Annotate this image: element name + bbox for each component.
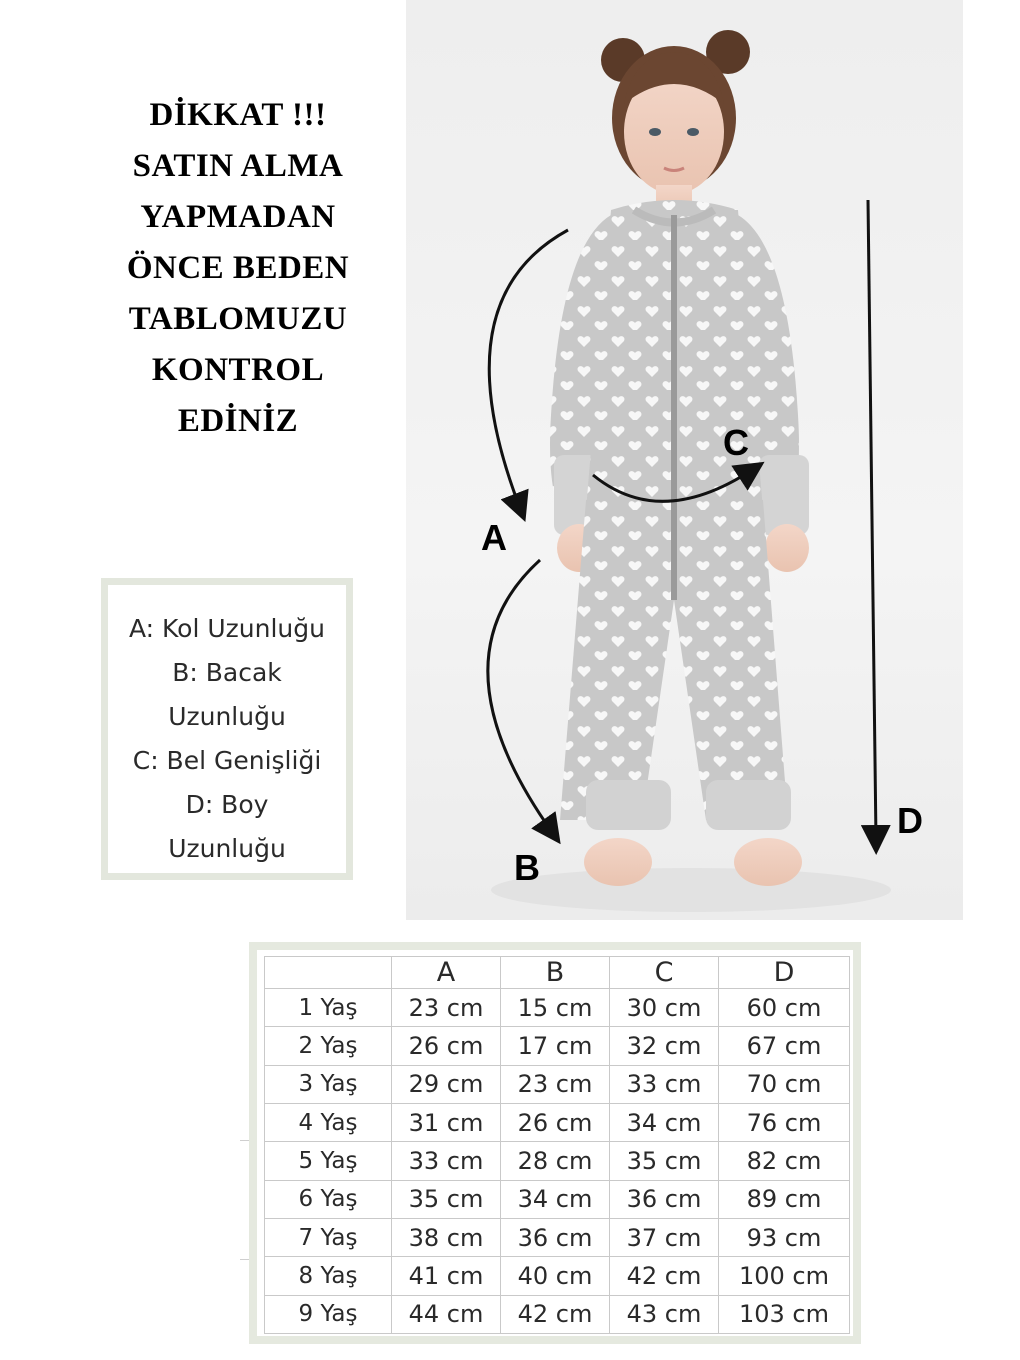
age-cell: 5 Yaş <box>265 1142 392 1180</box>
table-cell: 40 cm <box>501 1257 610 1295</box>
header-cell: D <box>719 957 850 989</box>
table-cell: 70 cm <box>719 1065 850 1103</box>
header-cell: C <box>610 957 719 989</box>
measure-label-a: A <box>481 517 507 558</box>
table-row <box>265 1027 850 1065</box>
table-cell: 17 cm <box>501 1027 610 1065</box>
table-cell: 82 cm <box>719 1142 850 1180</box>
age-cell: 4 Yaş <box>265 1103 392 1141</box>
table-cell: 38 cm <box>392 1218 501 1256</box>
product-photo <box>406 0 963 920</box>
measure-label-b: B <box>514 847 540 888</box>
measurement-legend <box>101 578 353 880</box>
table-row <box>265 1103 850 1141</box>
table-cell: 35 cm <box>392 1180 501 1218</box>
table-row <box>265 1295 850 1333</box>
table-cell: 43 cm <box>610 1295 719 1333</box>
table-cell: 60 cm <box>719 989 850 1027</box>
table-cell: 67 cm <box>719 1027 850 1065</box>
table-cell: 33 cm <box>610 1065 719 1103</box>
table-cell: 42 cm <box>610 1257 719 1295</box>
legend-line: Uzunluğu <box>168 834 286 863</box>
table-cell: 36 cm <box>501 1218 610 1256</box>
legend-line: B: Bacak <box>172 658 282 687</box>
header-cell <box>265 957 392 989</box>
header-cell: A <box>392 957 501 989</box>
table-cell: 34 cm <box>501 1180 610 1218</box>
age-cell: 8 Yaş <box>265 1257 392 1295</box>
table-row <box>265 1257 850 1295</box>
warning-line: EDİNİZ <box>177 403 299 439</box>
table-cell: 15 cm <box>501 989 610 1027</box>
header-cell: B <box>501 957 610 989</box>
table-cell: 36 cm <box>610 1180 719 1218</box>
table-cell: 31 cm <box>392 1103 501 1141</box>
legend-line: D: Boy <box>185 790 269 819</box>
table-cell: 37 cm <box>610 1218 719 1256</box>
legend-line: C: Bel Genişliği <box>132 746 322 775</box>
warning-line: ÖNCE BEDEN <box>126 250 350 286</box>
measure-label-d: D <box>897 800 923 841</box>
table-cell: 29 cm <box>392 1065 501 1103</box>
warning-line: DİKKAT !!! <box>149 97 327 133</box>
table-row <box>265 1180 850 1218</box>
table-cell: 41 cm <box>392 1257 501 1295</box>
size-table <box>264 956 850 1334</box>
age-cell: 7 Yaş <box>265 1218 392 1256</box>
warning-line: SATIN ALMA <box>132 148 344 184</box>
table-cell: 23 cm <box>501 1065 610 1103</box>
age-cell: 6 Yaş <box>265 1180 392 1218</box>
warning-line: KONTROL <box>151 352 325 388</box>
age-cell: 1 Yaş <box>265 989 392 1027</box>
table-cell: 23 cm <box>392 989 501 1027</box>
measure-label-c: C <box>723 422 749 463</box>
table-row <box>265 1218 850 1256</box>
size-table-frame <box>249 942 861 1344</box>
table-header-row <box>265 957 850 989</box>
table-cell: 76 cm <box>719 1103 850 1141</box>
warning-line: TABLOMUZU <box>128 301 348 337</box>
table-cell: 35 cm <box>610 1142 719 1180</box>
table-row <box>265 1142 850 1180</box>
table-cell: 26 cm <box>392 1027 501 1065</box>
age-cell: 9 Yaş <box>265 1295 392 1333</box>
table-row <box>265 989 850 1027</box>
table-cell: 44 cm <box>392 1295 501 1333</box>
child-sleep-suit-illustration <box>406 0 963 920</box>
table-cell: 28 cm <box>501 1142 610 1180</box>
legend-line: Uzunluğu <box>168 702 286 731</box>
warning-text <box>88 90 388 447</box>
table-cell: 93 cm <box>719 1218 850 1256</box>
table-cell: 32 cm <box>610 1027 719 1065</box>
table-row <box>265 1065 850 1103</box>
age-cell: 3 Yaş <box>265 1065 392 1103</box>
table-cell: 100 cm <box>719 1257 850 1295</box>
table-cell: 42 cm <box>501 1295 610 1333</box>
table-cell: 26 cm <box>501 1103 610 1141</box>
age-cell: 2 Yaş <box>265 1027 392 1065</box>
table-cell: 89 cm <box>719 1180 850 1218</box>
table-cell: 33 cm <box>392 1142 501 1180</box>
table-cell: 30 cm <box>610 989 719 1027</box>
table-cell: 34 cm <box>610 1103 719 1141</box>
table-cell: 103 cm <box>719 1295 850 1333</box>
warning-line: YAPMADAN <box>140 199 336 235</box>
legend-line: A: Kol Uzunluğu <box>129 614 325 643</box>
